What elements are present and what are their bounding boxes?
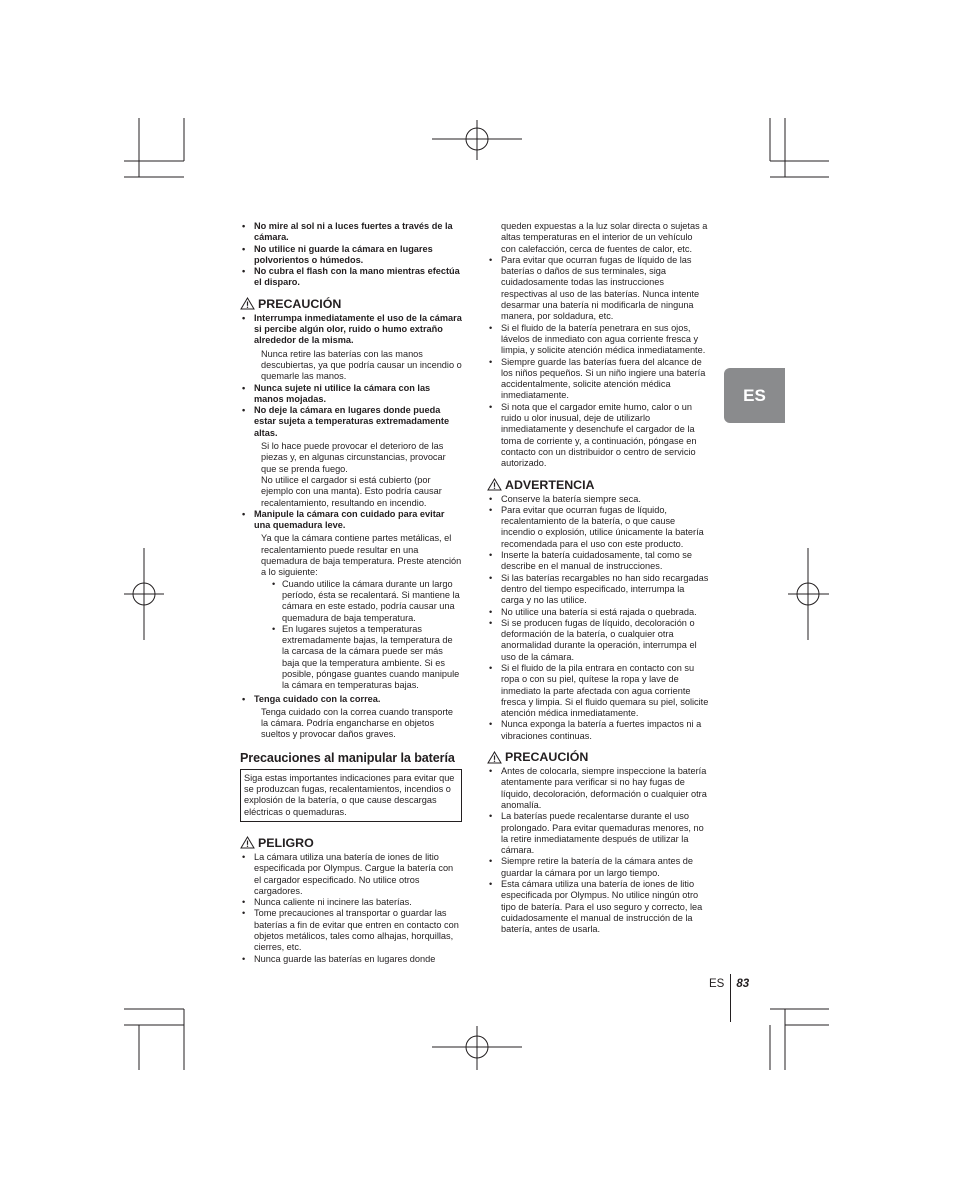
list-item: • Tome precauciones al transportar o guardar las baterías a fin de evitar que entren en contacto con objetos metálicos, tales como alhajas, horquillas, cierres, etc.: [240, 908, 462, 953]
list-item: • Antes de colocarla, siempre inspeccione la batería atentamente para verificar si no hay fugas de líquido, decoloración, deformación o cualquier otra anomalía.: [487, 766, 709, 811]
warning-heading: [487, 478, 709, 492]
warning-list: [487, 494, 709, 743]
list-item: • Si las baterías recargables no han sido recargadas dentro del tiempo especificado, interrumpa la carga y no las utilice.: [487, 573, 709, 607]
caution-list-2: [487, 766, 709, 935]
list-item: • Si el fluido de la pila entrara en contacto con su ropa o con su piel, quítese la ropa y lave de inmediato la parte afectada con agua corriente fresca y limpia. Si el fluido quemara su piel, solicite atención médica inmediatamente.: [487, 663, 709, 719]
list-item: • No cubra el flash con la mano mientras efectúa el disparo.: [240, 266, 462, 289]
danger-heading: [240, 836, 462, 850]
list-item: • Para evitar que ocurran fugas de líquido de las baterías o daños de sus terminales, siga cuidadosamente todas las instrucciones respectivas al uso de las baterías. Nunca intente desarmar una batería ni modificarla de ninguna manera, por soldadura, etc.: [487, 255, 709, 323]
list-item: • Nunca guarde las baterías en lugares donde: [240, 954, 462, 965]
caution-list: [240, 694, 462, 705]
caution-list: [240, 509, 462, 532]
list-item: • Manipule la cámara con cuidado para evitar una quemadura leve.: [240, 509, 462, 532]
left-column: [240, 221, 462, 965]
list-item: • Siempre guarde las baterías fuera del alcance de los niños pequeños. Si un niño ingiere una batería accidentalmente, solicite atención médica inmediatamente.: [487, 357, 709, 402]
danger-list: [240, 852, 462, 965]
page-number: 83: [736, 978, 750, 990]
list-item: • Conserve la batería siempre seca.: [487, 494, 709, 505]
language-tab: [724, 368, 785, 423]
folio-language: ES: [709, 978, 725, 990]
list-item: • Nunca exponga la batería a fuertes impactos ni a vibraciones continuas.: [487, 719, 709, 742]
caution-list: [240, 383, 462, 439]
paragraph: Si lo hace puede provocar el deterioro de las piezas y, en algunas circunstancias, provocar que se prenda fuego.: [261, 441, 446, 474]
caution-list: [240, 313, 462, 347]
language-tab-label: ES: [743, 385, 766, 405]
list-item: • La cámara utiliza una batería de iones de litio especificada por Olympus. Cargue la batería con el cargador especificado. No utilice otros cargadores.: [240, 852, 462, 897]
paragraph: No utilice el cargador si está cubierto (por ejemplo con una manta). Esto podría causar recalentamiento, resultando en incendio.: [261, 474, 442, 508]
danger-title: PELIGRO: [258, 835, 314, 850]
list-item: • Si nota que el cargador emite humo, calor o un ruido u olor inusual, deje de utilizarlo inmediatamente y desenchufe el cargador de la toma de corriente y, a continuación, póngase en contacto con un distribuidor o centro de servicio autorizado.: [487, 402, 709, 470]
list-item: • Nunca caliente ni incinere las baterías.: [240, 897, 462, 908]
list-item: • No utilice una batería si está rajada o quebrada.: [487, 607, 709, 618]
list-item: • Para evitar que ocurran fugas de líquido, recalentamiento de la batería, o que cause incendio o explosión, utilice únicamente la batería recomendada para el uso con este producto.: [487, 505, 709, 550]
paragraph: Ya que la cámara contiene partes metálicas, el recalentamiento puede resultar en una quemadura de baja temperatura. Preste atención a lo siguiente:: [261, 533, 462, 578]
list-item: • Siempre retire la batería de la cámara antes de guardar la cámara por un largo tiempo.: [487, 856, 709, 879]
paragraph: Tenga cuidado con la correa cuando transporte la cámara. Podría engancharse en objetos sueltos y provocar daños graves.: [261, 706, 454, 740]
list-item: • No deje la cámara en lugares donde pueda estar sujeta a temperaturas extremadamente altas.: [240, 405, 462, 439]
list-item: • Si el fluido de la batería penetrara en sus ojos, lávelos de inmediato con agua corriente fresca y limpia, y solicite atención médica inmediatamente.: [487, 323, 709, 357]
list-item: • Si se producen fugas de líquido, decoloración o deformación de la batería, o cualquier otra anormalidad durante la operación, interrumpa el uso de la cámara.: [487, 618, 709, 663]
caution-heading: [240, 297, 462, 311]
warning-triangle-icon: [487, 478, 502, 491]
caution-title: PRECAUCIÓN: [505, 750, 589, 765]
list-item: • No mire al sol ni a luces fuertes a través de la cámara.: [240, 221, 462, 244]
folio-divider: [730, 974, 731, 1022]
list-item: queden expuestas a la luz solar directa o sujetas a altas temperaturas en el interior de un vehículo con calefacción, cerca de fuentes de calor, etc.: [501, 221, 708, 254]
caution-title: PRECAUCIÓN: [258, 296, 342, 311]
page-folio: [709, 976, 749, 992]
list-item: • En lugares sujetos a temperaturas extremadamente bajas, la temperatura de la carcasa de la cámara puede ser más baja que la temperatura ambiente. Si es posible, póngase guantes cuando manipule la cámara en temperaturas bajas.: [270, 624, 462, 692]
list-item: • Tenga cuidado con la correa.: [240, 694, 462, 705]
list-item: • No utilice ni guarde la cámara en lugares polvorientos o húmedos.: [240, 244, 462, 267]
list-item: • Cuando utilice la cámara durante un largo período, ésta se recalentará. Si mantiene la cámara en este estado, podría causar una quemadura de baja temperatura.: [270, 579, 462, 624]
warning-triangle-icon: [240, 836, 255, 849]
sub-list: [240, 579, 462, 692]
warning-triangle-icon: [487, 751, 502, 764]
warning-triangle-icon: [240, 297, 255, 310]
right-column: [487, 221, 709, 936]
list-item: • Inserte la batería cuidadosamente, tal como se describe en el manual de instrucciones.: [487, 550, 709, 573]
list-item: • Nunca sujete ni utilice la cámara con las manos mojadas.: [240, 383, 462, 406]
danger-list-continued: [487, 221, 709, 470]
list-item: • Interrumpa inmediatamente el uso de la cámara si percibe algún olor, ruido o humo extraño alrededor de la misma.: [240, 313, 462, 347]
notice-box: Siga estas importantes indicaciones para evitar que se produzcan fugas, recalentamientos, incendios o explosión de la batería, o que cause descargas eléctricas o quemaduras.: [240, 769, 462, 822]
paragraph: Nunca retire las baterías con las manos descubiertas, ya que podría causar un incendio o quemarle las manos.: [261, 348, 462, 382]
list-item: • La baterías puede recalentarse durante el uso prolongado. Para evitar quemaduras menores, no la retire inmediatamente después de utilizar la cámara.: [487, 811, 709, 856]
warning-title: ADVERTENCIA: [505, 477, 595, 492]
list-item: • Esta cámara utiliza una batería de iones de litio especificada por Olympus. No utilice ningún otro tipo de batería. Para el uso seguro y correcto, lea cuidadosamente el manual de instrucción de la batería, antes de usarla.: [487, 879, 709, 935]
caution-heading-2: [487, 750, 709, 764]
section-title: Precauciones al manipular la batería: [240, 750, 455, 765]
intro-list: [240, 221, 462, 289]
